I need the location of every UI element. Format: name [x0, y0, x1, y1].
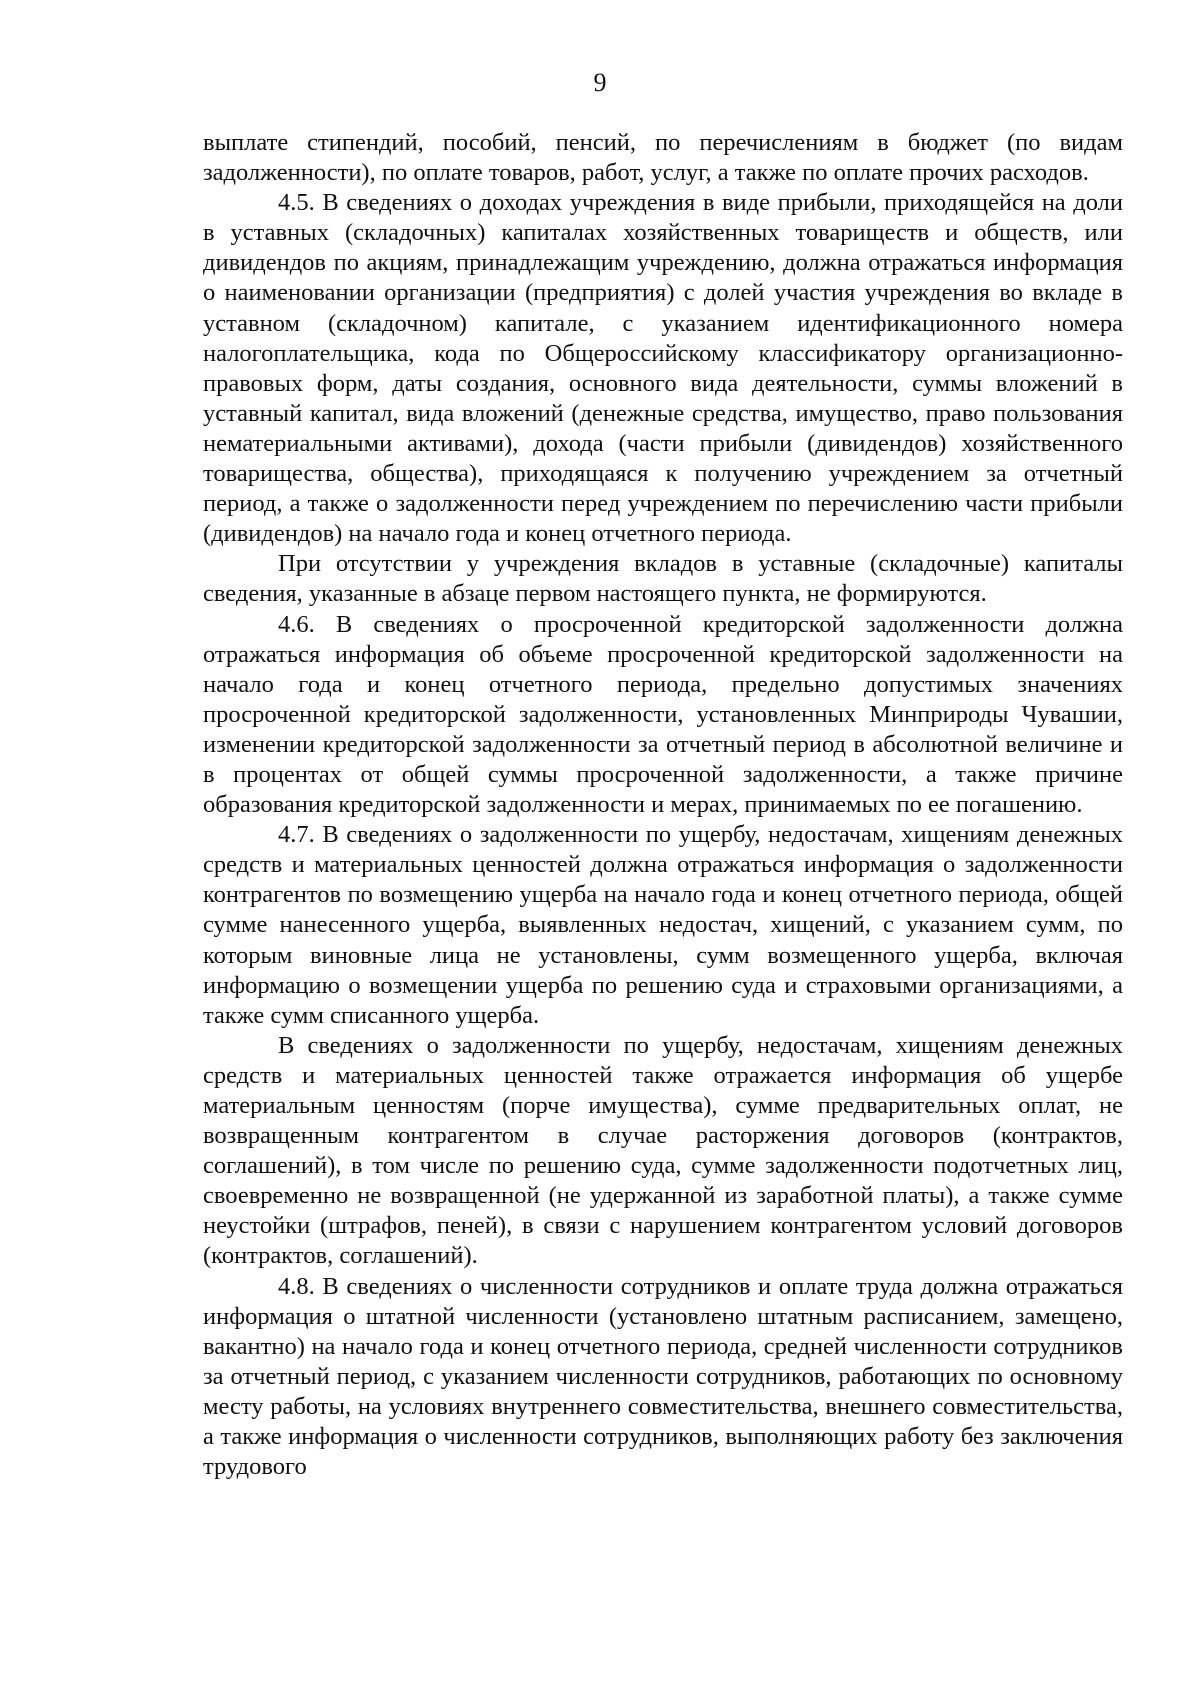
paragraph-4-8: 4.8. В сведениях о численности сотрудников и оплате труда должна отражаться информация о штатной численности (установлено штатным расписанием, замещено, вакантно) на начало года и конец отчетного периода, средней численности сотрудников за отчетный период, с указанием численности сотрудников, работающих по основному месту работы, на условиях внутреннего совместительства, внешнего совместительства, а также информация о численности сотрудников, выполняющих работу без заключения трудового — [203, 1272, 1123, 1481]
paragraph-4-5-note: При отсутствии у учреждения вкладов в уставные (складочные) капиталы сведения, указанные в абзаце первом настоящего пункта, не формируются. — [203, 550, 1123, 608]
paragraph-4-7: 4.7. В сведениях о задолженности по ущербу, недостачам, хищениям денежных средств и материальных ценностей должна отражаться информация о задолженности контрагентов по возмещению ущерба на начало года и конец отчетного периода, общей сумме нанесенного ущерба, выявленных недостач, хищений, с указанием сумм, по которым виновные лица не установлены, сумм возмещенного ущерба, включая информацию о возмещении ущерба по решению суда и страховыми организациями, а также сумм списанного ущерба. — [203, 821, 1123, 1029]
page-number: 9 — [593, 68, 607, 97]
paragraph-4-5: 4.5. В сведениях о доходах учреждения в виде прибыли, приходящейся на доли в уставных (складочных) капиталах хозяйственных товариществ и обществ, или дивидендов по акциям, принадлежащим учреждению, должна отражаться информация о наименовании организации (предприятия) с долей участия учреждения во вкладе в уставном (складочном) капитале, с указанием идентификационного номера налогоплательщика, кода по Общероссийскому классификатору организационно-правовых форм, даты создания, основного вида деятельности, суммы вложений в уставный капитал, вида вложений (денежные средства, имущество, право пользования нематериальными активами), дохода (части прибыли (дивидендов) хозяйственного товарищества, общества), приходящаяся к получению учреждением за отчетный период, а также о задолженности перед учреждением по перечислению части прибыли (дивидендов) на начало года и конец отчетного периода. — [203, 189, 1123, 548]
paragraph-continuation: выплате стипендий, пособий, пенсий, по перечислениям в бюджет (по видам задолженности), по оплате товаров, работ, услуг, а также по оплате прочих расходов. — [203, 129, 1123, 187]
document-body — [203, 128, 1123, 1482]
paragraph-4-6: 4.6. В сведениях о просроченной кредиторской задолженности должна отражаться информация об объеме просроченной кредиторской задолженности на начало года и конец отчетного периода, предельно допустимых значениях просроченной кредиторской задолженности, установленных Минприроды Чувашии, изменении кредиторской задолженности за отчетный период в абсолютной величине и в процентах от общей суммы просроченной задолженности, а также причине образования кредиторской задолженности и мерах, принимаемых по ее погашению. — [203, 610, 1123, 819]
paragraph-4-7-extra: В сведениях о задолженности по ущербу, недостачам, хищениям денежных средств и материальных ценностей также отражается информация об ущербе материальным ценностям (порче имущества), сумме предварительных оплат, не возвращенным контрагентом в случае расторжения договоров (контрактов, соглашений), в том числе по решению суда, сумме задолженности подотчетных лиц, своевременно не возвращенной (не удержанной из заработной платы), а также сумме неустойки (штрафов, пеней), в связи с нарушением контрагентом условий договоров (контрактов, соглашений). — [203, 1031, 1123, 1270]
